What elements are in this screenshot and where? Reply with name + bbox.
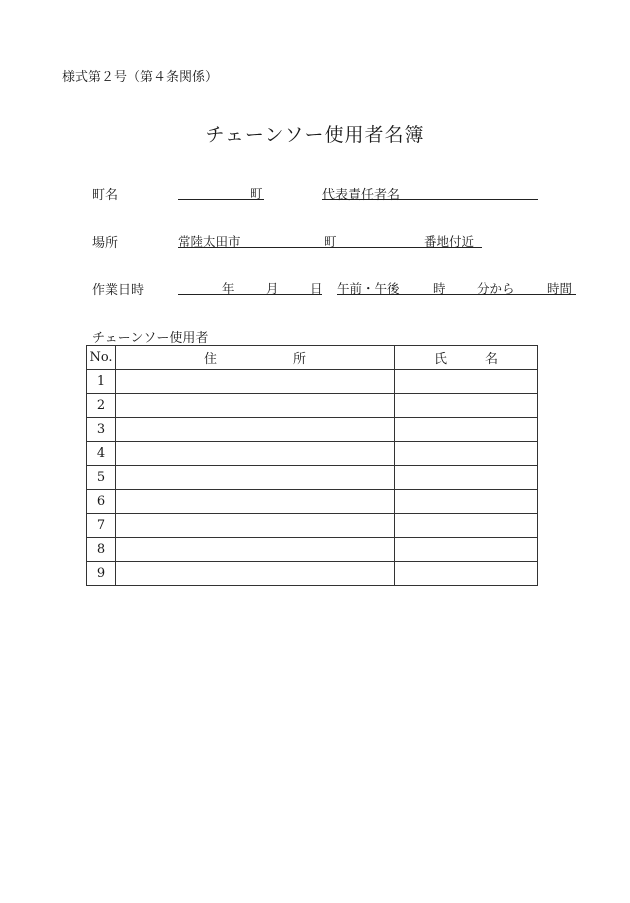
name-header-char-2: 名 [484, 352, 498, 367]
address-cell[interactable] [116, 490, 395, 514]
row-number: 6 [87, 490, 116, 514]
row-number: 5 [87, 466, 116, 490]
table-row [87, 514, 538, 538]
address-cell[interactable] [116, 394, 395, 418]
no-header: No. [87, 346, 116, 370]
hours-suffix: 時間 [547, 281, 573, 296]
address-cell[interactable] [116, 466, 395, 490]
address-cell[interactable] [116, 514, 395, 538]
name-cell[interactable] [395, 514, 538, 538]
row-number: 8 [87, 538, 116, 562]
address-cell[interactable] [116, 418, 395, 442]
work-time-field[interactable] [337, 294, 576, 295]
address-cell[interactable] [116, 562, 395, 586]
address-header-char-2: 所 [292, 352, 306, 367]
name-cell[interactable] [395, 442, 538, 466]
place-city: 常陸太田市 [178, 234, 241, 249]
month-suffix: 月 [266, 281, 279, 296]
place-field[interactable] [178, 247, 482, 248]
place-label: 場所 [92, 236, 119, 251]
place-town-suffix: 町 [324, 234, 337, 249]
table-row [87, 370, 538, 394]
row-number: 7 [87, 514, 116, 538]
form-number: 様式第２号（第４条関係） [62, 70, 219, 85]
address-cell[interactable] [116, 370, 395, 394]
row-number: 3 [87, 418, 116, 442]
name-header [395, 346, 538, 370]
users-table [86, 345, 538, 586]
table-header-row [87, 346, 538, 370]
table-row [87, 418, 538, 442]
ampm-choice: 午前・午後 [337, 281, 400, 296]
table-row [87, 442, 538, 466]
address-cell[interactable] [116, 538, 395, 562]
table-row [87, 466, 538, 490]
row-number: 2 [87, 394, 116, 418]
address-header-char-1: 住 [203, 352, 217, 367]
table-caption: チェーンソー使用者 [92, 331, 209, 346]
year-suffix: 年 [222, 281, 235, 296]
town-suffix: 町 [250, 186, 263, 201]
row-number: 4 [87, 442, 116, 466]
row-number: 9 [87, 562, 116, 586]
row-number: 1 [87, 370, 116, 394]
place-address-suffix: 番地付近 [424, 234, 475, 249]
table-row [87, 562, 538, 586]
name-cell[interactable] [395, 370, 538, 394]
day-suffix: 日 [310, 281, 323, 296]
page-title: チェーンソー使用者名簿 [205, 124, 425, 146]
name-cell[interactable] [395, 490, 538, 514]
hour-suffix: 時 [433, 281, 446, 296]
minute-from-suffix: 分から [477, 281, 515, 296]
name-cell[interactable] [395, 466, 538, 490]
name-cell[interactable] [395, 562, 538, 586]
table-row [87, 394, 538, 418]
name-header-char-1: 氏 [433, 352, 447, 367]
name-cell[interactable] [395, 394, 538, 418]
table-row [87, 490, 538, 514]
name-cell[interactable] [395, 538, 538, 562]
address-cell[interactable] [116, 442, 395, 466]
address-header [116, 346, 395, 370]
work-datetime-label: 作業日時 [92, 283, 145, 298]
representative-field[interactable] [322, 199, 538, 200]
representative-label: 代表責任者名 [322, 188, 401, 203]
town-label: 町名 [92, 188, 119, 203]
name-cell[interactable] [395, 418, 538, 442]
table-row [87, 538, 538, 562]
work-date-field[interactable] [178, 294, 322, 295]
